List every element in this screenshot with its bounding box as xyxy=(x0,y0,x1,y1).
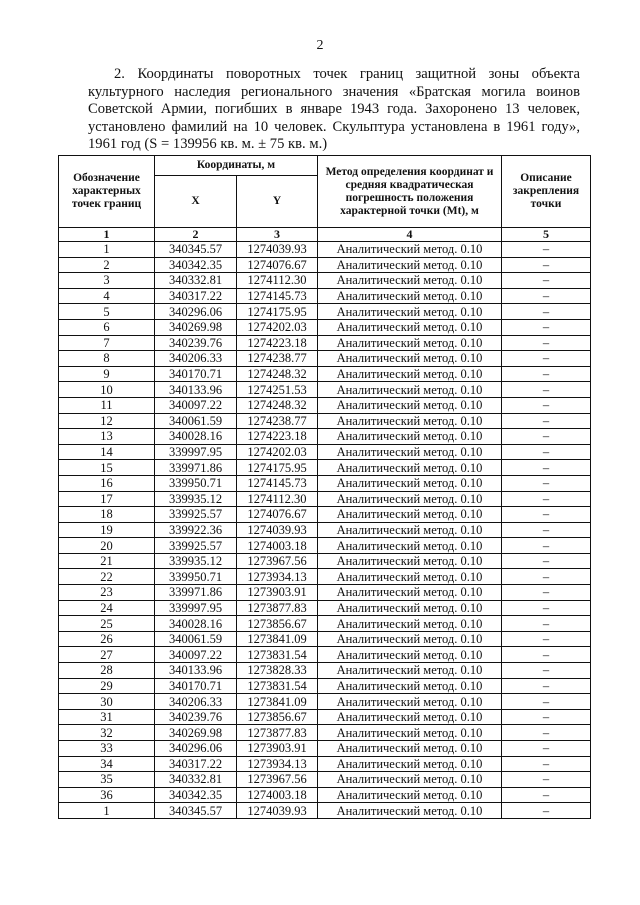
paragraph-line: 2. Координаты поворотных точек границ защитной зоны объекта xyxy=(114,66,580,82)
cell-method: Аналитический метод. 0.10 xyxy=(318,803,502,819)
header-y: Y xyxy=(237,176,318,228)
cell-point: 14 xyxy=(59,444,155,460)
cell-y: 1273903.91 xyxy=(237,741,318,757)
cell-x: 340342.35 xyxy=(155,787,237,803)
cell-y: 1273828.33 xyxy=(237,663,318,679)
cell-method: Аналитический метод. 0.10 xyxy=(318,397,502,413)
cell-y: 1274003.18 xyxy=(237,787,318,803)
cell-x: 340028.16 xyxy=(155,429,237,445)
cell-method: Аналитический метод. 0.10 xyxy=(318,257,502,273)
cell-method: Аналитический метод. 0.10 xyxy=(318,678,502,694)
cell-x: 340332.81 xyxy=(155,772,237,788)
cell-y: 1273831.54 xyxy=(237,678,318,694)
cell-method: Аналитический метод. 0.10 xyxy=(318,522,502,538)
cell-x: 340028.16 xyxy=(155,616,237,632)
cell-x: 339971.86 xyxy=(155,585,237,601)
cell-method: Аналитический метод. 0.10 xyxy=(318,288,502,304)
cell-y: 1274251.53 xyxy=(237,382,318,398)
cell-y: 1274202.03 xyxy=(237,444,318,460)
cell-y: 1274238.77 xyxy=(237,413,318,429)
cell-fixing: – xyxy=(502,319,591,335)
table-row xyxy=(59,444,591,460)
column-number: 2 xyxy=(155,228,237,242)
cell-fixing: – xyxy=(502,288,591,304)
cell-fixing: – xyxy=(502,678,591,694)
cell-point: 31 xyxy=(59,709,155,725)
header-coordinates: Координаты, м xyxy=(155,156,318,176)
cell-fixing: – xyxy=(502,741,591,757)
cell-x: 340345.57 xyxy=(155,803,237,819)
cell-y: 1274003.18 xyxy=(237,538,318,554)
cell-point: 23 xyxy=(59,585,155,601)
cell-method: Аналитический метод. 0.10 xyxy=(318,429,502,445)
table-row xyxy=(59,663,591,679)
cell-point: 34 xyxy=(59,756,155,772)
cell-method: Аналитический метод. 0.10 xyxy=(318,242,502,258)
cell-method: Аналитический метод. 0.10 xyxy=(318,382,502,398)
table-row xyxy=(59,413,591,429)
cell-y: 1273903.91 xyxy=(237,585,318,601)
cell-point: 4 xyxy=(59,288,155,304)
cell-y: 1274145.73 xyxy=(237,288,318,304)
table-row xyxy=(59,460,591,476)
cell-x: 340170.71 xyxy=(155,678,237,694)
column-number: 1 xyxy=(59,228,155,242)
cell-x: 340345.57 xyxy=(155,242,237,258)
cell-y: 1273934.13 xyxy=(237,756,318,772)
cell-x: 340206.33 xyxy=(155,694,237,710)
table-row xyxy=(59,538,591,554)
cell-x: 340269.98 xyxy=(155,319,237,335)
cell-fixing: – xyxy=(502,647,591,663)
table-row xyxy=(59,507,591,523)
cell-fixing: – xyxy=(502,304,591,320)
cell-y: 1274039.93 xyxy=(237,242,318,258)
cell-x: 340097.22 xyxy=(155,647,237,663)
header-point-designation: Обозначение характерных точек границ xyxy=(59,156,155,228)
column-number: 4 xyxy=(318,228,502,242)
cell-point: 16 xyxy=(59,475,155,491)
cell-y: 1274112.30 xyxy=(237,491,318,507)
cell-y: 1273831.54 xyxy=(237,647,318,663)
cell-point: 1 xyxy=(59,803,155,819)
cell-point: 29 xyxy=(59,678,155,694)
table-row xyxy=(59,475,591,491)
cell-y: 1274202.03 xyxy=(237,319,318,335)
cell-method: Аналитический метод. 0.10 xyxy=(318,351,502,367)
cell-x: 340317.22 xyxy=(155,756,237,772)
cell-x: 340269.98 xyxy=(155,725,237,741)
cell-fixing: – xyxy=(502,413,591,429)
cell-x: 340097.22 xyxy=(155,397,237,413)
cell-fixing: – xyxy=(502,475,591,491)
cell-y: 1274248.32 xyxy=(237,366,318,382)
cell-y: 1274223.18 xyxy=(237,429,318,445)
cell-x: 339935.12 xyxy=(155,553,237,569)
cell-fixing: – xyxy=(502,366,591,382)
cell-x: 340342.35 xyxy=(155,257,237,273)
table-row xyxy=(59,366,591,382)
cell-method: Аналитический метод. 0.10 xyxy=(318,444,502,460)
paragraph-line: установлено фамилий на 10 человек. Скульптура установлена в 1961 году», xyxy=(88,118,580,135)
cell-fixing: – xyxy=(502,444,591,460)
cell-y: 1273877.83 xyxy=(237,600,318,616)
cell-method: Аналитический метод. 0.10 xyxy=(318,319,502,335)
cell-point: 20 xyxy=(59,538,155,554)
cell-y: 1273877.83 xyxy=(237,725,318,741)
cell-fixing: – xyxy=(502,772,591,788)
table-row xyxy=(59,647,591,663)
cell-x: 339997.95 xyxy=(155,600,237,616)
cell-x: 340332.81 xyxy=(155,273,237,289)
paragraph-line: культурного наследия регионального значения «Братская могила воинов xyxy=(88,83,580,100)
table-row xyxy=(59,397,591,413)
cell-x: 340239.76 xyxy=(155,709,237,725)
cell-fixing: – xyxy=(502,694,591,710)
cell-point: 26 xyxy=(59,631,155,647)
cell-y: 1274238.77 xyxy=(237,351,318,367)
column-number: 3 xyxy=(237,228,318,242)
cell-point: 28 xyxy=(59,663,155,679)
cell-method: Аналитический метод. 0.10 xyxy=(318,304,502,320)
table-row xyxy=(59,694,591,710)
table-row xyxy=(59,319,591,335)
cell-point: 10 xyxy=(59,382,155,398)
cell-point: 32 xyxy=(59,725,155,741)
cell-x: 340061.59 xyxy=(155,631,237,647)
table-row xyxy=(59,569,591,585)
table-row xyxy=(59,585,591,601)
cell-method: Аналитический метод. 0.10 xyxy=(318,616,502,632)
cell-fixing: – xyxy=(502,600,591,616)
paragraph-line: Советской Армии, погибших в январе 1943 года. Захоронено 13 человек, xyxy=(88,101,580,117)
cell-x: 340239.76 xyxy=(155,335,237,351)
cell-fixing: – xyxy=(502,569,591,585)
cell-method: Аналитический метод. 0.10 xyxy=(318,756,502,772)
cell-y: 1274039.93 xyxy=(237,803,318,819)
cell-point: 9 xyxy=(59,366,155,382)
cell-x: 339971.86 xyxy=(155,460,237,476)
page-number: 2 xyxy=(316,38,324,53)
cell-method: Аналитический метод. 0.10 xyxy=(318,335,502,351)
cell-fixing: – xyxy=(502,553,591,569)
table-row xyxy=(59,382,591,398)
cell-method: Аналитический метод. 0.10 xyxy=(318,460,502,476)
cell-point: 24 xyxy=(59,600,155,616)
cell-method: Аналитический метод. 0.10 xyxy=(318,553,502,569)
cell-point: 18 xyxy=(59,507,155,523)
cell-fixing: – xyxy=(502,491,591,507)
cell-point: 27 xyxy=(59,647,155,663)
table-row xyxy=(59,600,591,616)
cell-fixing: – xyxy=(502,709,591,725)
cell-fixing: – xyxy=(502,663,591,679)
table-row xyxy=(59,616,591,632)
cell-method: Аналитический метод. 0.10 xyxy=(318,366,502,382)
cell-point: 36 xyxy=(59,787,155,803)
cell-point: 22 xyxy=(59,569,155,585)
cell-method: Аналитический метод. 0.10 xyxy=(318,631,502,647)
cell-y: 1273967.56 xyxy=(237,553,318,569)
cell-method: Аналитический метод. 0.10 xyxy=(318,413,502,429)
cell-method: Аналитический метод. 0.10 xyxy=(318,663,502,679)
table-row xyxy=(59,553,591,569)
cell-point: 33 xyxy=(59,741,155,757)
table-row xyxy=(59,741,591,757)
table-row xyxy=(59,709,591,725)
cell-point: 30 xyxy=(59,694,155,710)
cell-method: Аналитический метод. 0.10 xyxy=(318,538,502,554)
table-row xyxy=(59,273,591,289)
cell-y: 1274175.95 xyxy=(237,460,318,476)
cell-method: Аналитический метод. 0.10 xyxy=(318,694,502,710)
cell-point: 15 xyxy=(59,460,155,476)
cell-fixing: – xyxy=(502,335,591,351)
cell-method: Аналитический метод. 0.10 xyxy=(318,725,502,741)
table-row xyxy=(59,522,591,538)
cell-x: 340133.96 xyxy=(155,382,237,398)
table-row xyxy=(59,257,591,273)
table-row xyxy=(59,772,591,788)
cell-y: 1274145.73 xyxy=(237,475,318,491)
cell-point: 3 xyxy=(59,273,155,289)
cell-fixing: – xyxy=(502,538,591,554)
cell-point: 25 xyxy=(59,616,155,632)
cell-x: 339922.36 xyxy=(155,522,237,538)
cell-fixing: – xyxy=(502,803,591,819)
cell-x: 340296.06 xyxy=(155,741,237,757)
cell-fixing: – xyxy=(502,273,591,289)
cell-x: 339935.12 xyxy=(155,491,237,507)
cell-fixing: – xyxy=(502,585,591,601)
table-row xyxy=(59,351,591,367)
intro-paragraph xyxy=(88,66,580,154)
table-row xyxy=(59,803,591,819)
table-row xyxy=(59,491,591,507)
table-row xyxy=(59,725,591,741)
cell-y: 1274175.95 xyxy=(237,304,318,320)
cell-y: 1274076.67 xyxy=(237,257,318,273)
cell-point: 1 xyxy=(59,242,155,258)
cell-point: 7 xyxy=(59,335,155,351)
cell-y: 1273856.67 xyxy=(237,616,318,632)
cell-point: 21 xyxy=(59,553,155,569)
cell-y: 1273934.13 xyxy=(237,569,318,585)
cell-fixing: – xyxy=(502,257,591,273)
cell-y: 1274248.32 xyxy=(237,397,318,413)
cell-method: Аналитический метод. 0.10 xyxy=(318,709,502,725)
cell-point: 35 xyxy=(59,772,155,788)
cell-fixing: – xyxy=(502,787,591,803)
cell-x: 339950.71 xyxy=(155,569,237,585)
cell-method: Аналитический метод. 0.10 xyxy=(318,787,502,803)
header-x: X xyxy=(155,176,237,228)
cell-x: 339997.95 xyxy=(155,444,237,460)
cell-y: 1273967.56 xyxy=(237,772,318,788)
cell-point: 6 xyxy=(59,319,155,335)
cell-point: 2 xyxy=(59,257,155,273)
cell-fixing: – xyxy=(502,242,591,258)
cell-y: 1274223.18 xyxy=(237,335,318,351)
cell-method: Аналитический метод. 0.10 xyxy=(318,491,502,507)
cell-x: 340296.06 xyxy=(155,304,237,320)
cell-point: 8 xyxy=(59,351,155,367)
cell-y: 1274039.93 xyxy=(237,522,318,538)
cell-point: 19 xyxy=(59,522,155,538)
cell-fixing: – xyxy=(502,756,591,772)
table-row xyxy=(59,242,591,258)
cell-x: 340133.96 xyxy=(155,663,237,679)
cell-point: 13 xyxy=(59,429,155,445)
table-row xyxy=(59,756,591,772)
cell-fixing: – xyxy=(502,397,591,413)
cell-x: 340170.71 xyxy=(155,366,237,382)
cell-method: Аналитический метод. 0.10 xyxy=(318,585,502,601)
coordinates-table xyxy=(58,155,591,819)
cell-x: 339950.71 xyxy=(155,475,237,491)
table-row xyxy=(59,288,591,304)
cell-method: Аналитический метод. 0.10 xyxy=(318,569,502,585)
table-body xyxy=(59,242,591,819)
cell-fixing: – xyxy=(502,631,591,647)
paragraph-line: 1961 год (S = 139956 кв. м. ± 75 кв. м.) xyxy=(88,136,328,152)
table-row xyxy=(59,304,591,320)
table-row xyxy=(59,335,591,351)
cell-fixing: – xyxy=(502,725,591,741)
table-row xyxy=(59,678,591,694)
cell-y: 1273841.09 xyxy=(237,631,318,647)
column-number: 5 xyxy=(502,228,591,242)
cell-y: 1274076.67 xyxy=(237,507,318,523)
cell-method: Аналитический метод. 0.10 xyxy=(318,507,502,523)
cell-method: Аналитический метод. 0.10 xyxy=(318,273,502,289)
table-row xyxy=(59,429,591,445)
cell-method: Аналитический метод. 0.10 xyxy=(318,600,502,616)
cell-point: 11 xyxy=(59,397,155,413)
cell-fixing: – xyxy=(502,616,591,632)
cell-fixing: – xyxy=(502,429,591,445)
cell-y: 1273856.67 xyxy=(237,709,318,725)
cell-y: 1274112.30 xyxy=(237,273,318,289)
cell-method: Аналитический метод. 0.10 xyxy=(318,475,502,491)
cell-method: Аналитический метод. 0.10 xyxy=(318,772,502,788)
cell-x: 339925.57 xyxy=(155,507,237,523)
cell-fixing: – xyxy=(502,507,591,523)
cell-method: Аналитический метод. 0.10 xyxy=(318,741,502,757)
header-method: Метод определения координат и средняя квадратическая погрешность положения характерной точки (Mt), м xyxy=(318,156,502,228)
cell-method: Аналитический метод. 0.10 xyxy=(318,647,502,663)
cell-x: 340061.59 xyxy=(155,413,237,429)
cell-fixing: – xyxy=(502,382,591,398)
cell-fixing: – xyxy=(502,522,591,538)
cell-x: 339925.57 xyxy=(155,538,237,554)
cell-point: 17 xyxy=(59,491,155,507)
cell-x: 340206.33 xyxy=(155,351,237,367)
cell-point: 12 xyxy=(59,413,155,429)
cell-y: 1273841.09 xyxy=(237,694,318,710)
cell-point: 5 xyxy=(59,304,155,320)
cell-x: 340317.22 xyxy=(155,288,237,304)
table-row xyxy=(59,787,591,803)
table-row xyxy=(59,631,591,647)
header-fixing: Описание закрепления точки xyxy=(502,156,591,228)
cell-fixing: – xyxy=(502,460,591,476)
cell-fixing: – xyxy=(502,351,591,367)
